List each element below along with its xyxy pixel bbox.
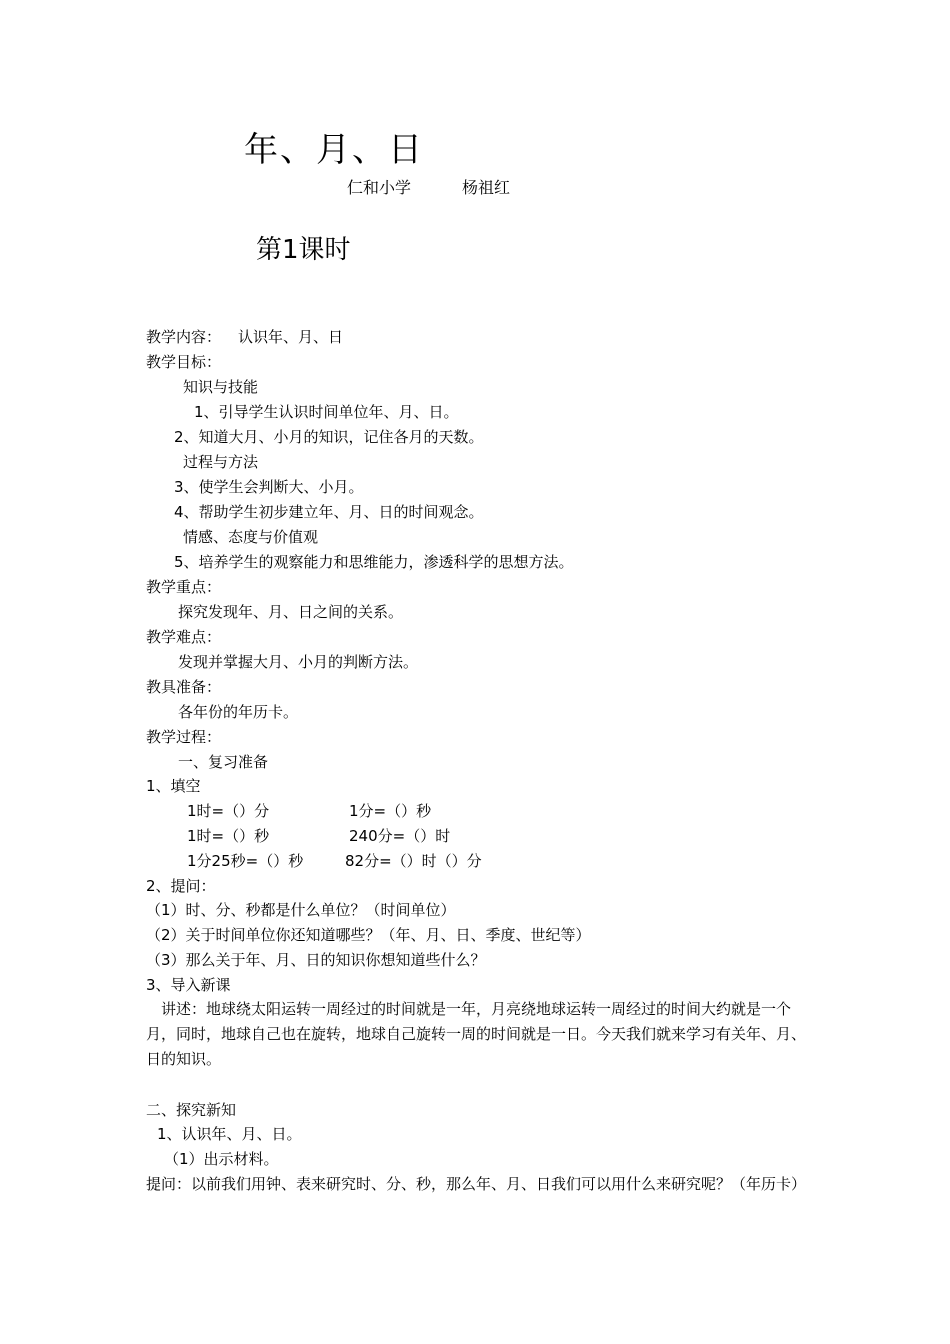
content-value: 认识年、月、日 (238, 328, 344, 346)
key-value: 探究发现年、月、日之间的关系。 (178, 603, 404, 621)
author-name: 杨祖红 (462, 178, 511, 197)
ask-item-1: （1）时、分、秒都是什么单位？（时间单位） (146, 901, 456, 919)
school-name: 仁和小学 (347, 178, 412, 197)
step-one-heading: 一、复习准备 (178, 753, 269, 771)
goals-label: 教学目标： (146, 353, 222, 371)
goal-item-4: 4、帮助学生初步建立年、月、日的时间观念。 (174, 503, 484, 521)
document-title: 年、月、日 (244, 130, 424, 170)
fill-item: 1时=（）秒 (187, 827, 270, 845)
fill-item: 1分25秒=（）秒 (187, 852, 304, 870)
ask-item-2: （2）关于时间单位你还知道哪些？（年、月、日、季度、世纪等） (146, 926, 591, 944)
goal-section-knowledge: 知识与技能 (183, 378, 259, 396)
fill-item: 1时=（）分 (187, 802, 270, 820)
question-paragraph: 提问：以前我们用钟、表来研究时、分、秒，那么年、月、日我们可以用什么来研究呢？（年历卡） (146, 1175, 807, 1193)
goal-item-3: 3、使学生会判断大、小月。 (174, 478, 364, 496)
process-label: 教学过程： (146, 728, 222, 746)
step-two-heading: 二、探究新知 (146, 1101, 237, 1119)
difficulty-label: 教学难点： (146, 628, 222, 646)
goal-item-5: 5、培养学生的观察能力和思维能力，渗透科学的思想方法。 (174, 553, 574, 571)
fill-item: 240分=（）时 (349, 827, 451, 845)
new-item-1-1: （1）出示材料。 (164, 1150, 279, 1168)
goal-item-2: 2、知道大月、小月的知识，记住各月的天数。 (174, 428, 484, 446)
difficulty-value: 发现并掌握大月、小月的判断方法。 (178, 653, 419, 671)
goal-section-attitude: 情感、态度与价值观 (183, 528, 319, 546)
fill-item: 1分=（）秒 (349, 802, 432, 820)
fill-item: 82分=（）时（）分 (345, 852, 482, 870)
intro-paragraph: 讲述：地球绕太阳运转一周经过的时间就是一年，月亮绕地球运转一周经过的时间大约就是一个月，同时，地球自己也在旋转，地球自己旋转一周的时间就是一日。今天我们就来学习有关年、月、日的知识。 (146, 1000, 807, 1068)
ask-item-3: （3）那么关于年、月、日的知识你想知道些什么？ (146, 951, 486, 969)
tools-label: 教具准备： (146, 678, 222, 696)
goal-section-process: 过程与方法 (183, 453, 259, 471)
goal-item-1: 1、引导学生认识时间单位年、月、日。 (194, 403, 459, 421)
fill-blank-title: 1、填空 (146, 777, 201, 795)
intro-title: 3、导入新课 (146, 976, 231, 994)
new-item-1: 1、认识年、月、日。 (157, 1125, 302, 1143)
tools-value: 各年份的年历卡。 (178, 703, 299, 721)
content-label: 教学内容： (146, 328, 222, 346)
key-label: 教学重点： (146, 578, 222, 596)
ask-title: 2、提问： (146, 877, 216, 895)
lesson-title: 第1课时 (256, 235, 351, 265)
